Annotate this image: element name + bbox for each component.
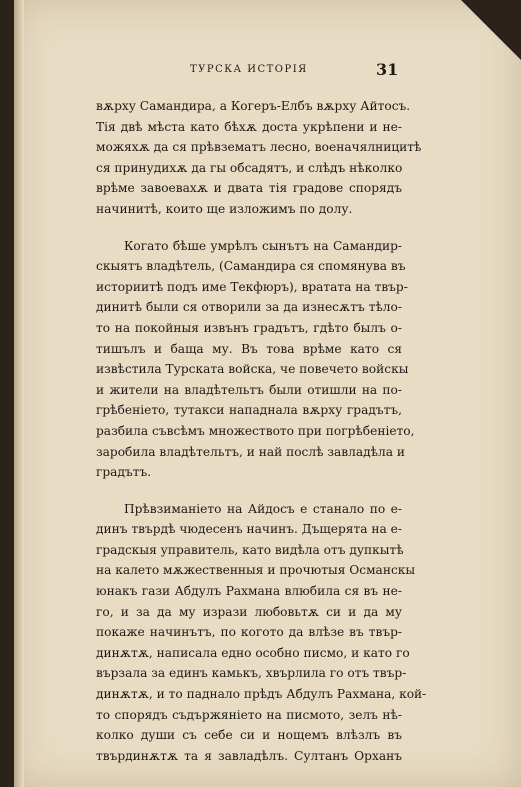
text-line: твърдинѫтѫ та я завладѣлъ. Султанъ Орханъ (96, 748, 402, 763)
text-line: динъ твърдѣ чюдесенъ начинъ. Дъщерята на е- (96, 522, 402, 537)
text-line: скыятъ владѣтель, (Самандира ся спомянува въ (96, 259, 406, 274)
text-line: динитѣ были ся отворили за да изнесѫтъ тѣло- (96, 300, 402, 315)
text-line: грѣбенiето, тутакси нападнала вѫрху градътъ, (96, 403, 402, 418)
text-line: историитѣ подъ име Текфюръ), вратата на твър- (96, 279, 408, 294)
text-line: юнакъ гази Абдулъ Рахмана влюбила ся въ не- (96, 584, 402, 599)
text-line: Прѣвзиманiето на Айдосъ е станало по е- (124, 501, 402, 516)
text-line: колко души съ себе си и нощемъ влѣзлъ въ (96, 728, 402, 743)
paragraph-1 (96, 96, 422, 220)
text-line: градътъ. (96, 465, 152, 480)
text-line: заробила владѣтельтъ, и най послѣ завладѣла и (96, 444, 405, 459)
text-line: можяхѫ да ся прѣвзематъ лесно, военачялницитѣ (96, 140, 422, 155)
text-line: начинитѣ, които ще изложимъ по долу. (96, 201, 353, 216)
page-number: 31 (376, 60, 399, 79)
page-header (14, 62, 521, 82)
text-line: Когато бѣше умрѣлъ сынътъ на Самандир- (124, 238, 402, 253)
folded-corner (461, 0, 521, 60)
text-line: тишълъ и баща му. Въ това врѣме като ся (96, 341, 402, 356)
text-line: динѫтѫ, написала едно особно писмо, и като го (96, 645, 410, 660)
running-head: ТУРСКА ИСТОРIЯ (190, 64, 308, 75)
text-line: вързала за единъ камькъ, хвърлила го отъ твър- (96, 666, 407, 681)
page-body-text (96, 96, 427, 782)
paragraph-2 (96, 236, 415, 483)
text-line: на калето мѫжественныя и прочютыя Османскы (96, 563, 416, 578)
text-line: Тiя двѣ мѣста като бѣхѫ доста укрѣпени и не- (96, 119, 402, 134)
text-line: то на покойныя извънъ градътъ, гдѣто былъ о- (96, 320, 402, 335)
text-line: градскыя управитель, като видѣла отъ дупкытѣ (96, 542, 404, 557)
text-line: го, и за да му изрази любовьтѫ си и да му (96, 604, 402, 619)
page-gutter (14, 0, 24, 787)
text-line: ся принудихѫ да гы обсадятъ, и слѣдъ нѣколко (96, 160, 403, 175)
text-line: извѣстила Турската войска, че повечето войскы (96, 362, 409, 377)
text-line: и жители на владѣтельтъ были отишли на по- (96, 382, 402, 397)
text-line: то спорядъ съдържянiето на писмото, зелъ нѣ- (96, 707, 402, 722)
text-line: вѫрху Самандира, а Когеръ-Елбъ вѫрху Айтосъ. (96, 99, 411, 113)
text-line: разбила съвсѣмъ множеството при погрѣбенiето, (96, 423, 415, 438)
text-line: врѣме завоевахѫ и двата тiя градове спорядъ (96, 181, 402, 196)
paragraph-3 (96, 499, 427, 767)
text-line: покаже начинътъ, по когото да влѣзе въ твър- (96, 625, 402, 640)
text-line: динѫтѫ, и то паднало прѣдъ Абдулъ Рахмана, кой- (96, 687, 427, 702)
